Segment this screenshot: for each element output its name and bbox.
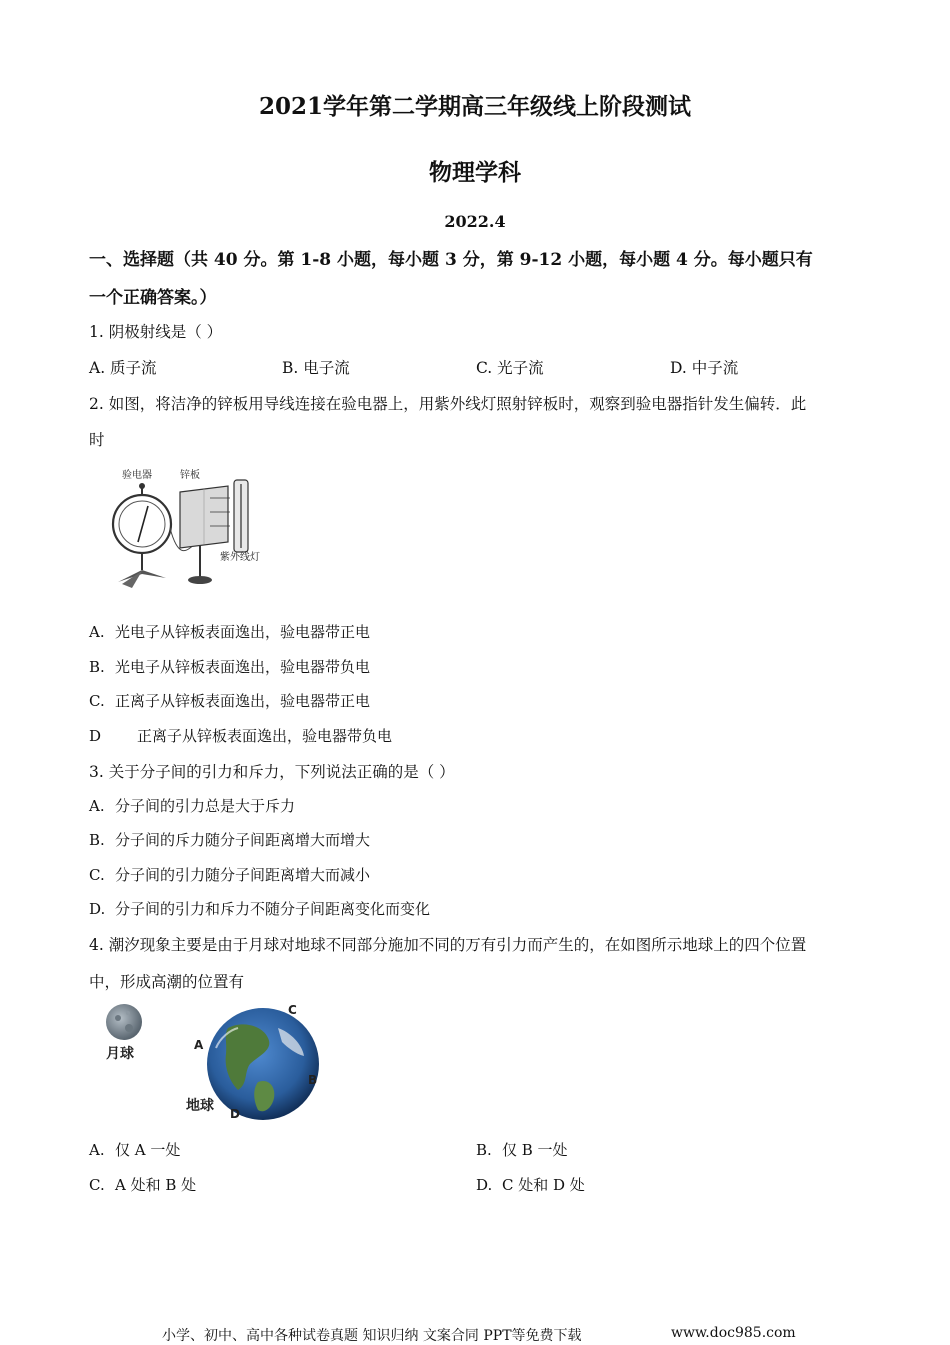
q3-option-a: A. 分子间的引力总是大于斥力	[89, 797, 296, 815]
q2-option-b: B. 光电子从锌板表面逸出，验电器带负电	[89, 658, 371, 676]
q1-option-a: A. 质子流	[89, 359, 157, 377]
uv-lamp-icon	[234, 480, 248, 552]
point-d-label: D	[230, 1107, 240, 1121]
exam-title: 2021学年第二学期高三年级线上阶段测试	[258, 93, 691, 120]
q4-option-b: B. 仅 B 一处	[476, 1141, 568, 1159]
footer-text: 小学、初中、高中各种试卷真题 知识归纳 文案合同 PPT等免费下载	[162, 1328, 582, 1344]
moon-icon	[106, 1004, 142, 1040]
electroscope-icon	[113, 483, 171, 588]
point-a-label: A	[194, 1038, 204, 1052]
tide-figure	[98, 998, 334, 1124]
section-heading-cont: 一个正确答案。）	[89, 288, 217, 308]
q2-option-d: D 正离子从锌板表面逸出，验电器带负电	[89, 727, 393, 745]
q1-stem: 1. 阴极射线是（ ）	[89, 323, 223, 341]
q3-option-d: D. 分子间的引力和斥力不随分子间距离变化而变化	[89, 900, 431, 918]
q2-option-c: C. 正离子从锌板表面逸出，验电器带正电	[89, 692, 371, 710]
q4-option-a: A. 仅 A 一处	[89, 1141, 181, 1159]
footer-url[interactable]: www.doc985.com	[671, 1325, 796, 1341]
q1-option-b: B. 电子流	[282, 359, 350, 377]
q2-stem-cont: 时	[89, 431, 105, 449]
moon-label: 月球	[106, 1046, 134, 1062]
section-heading: 一、选择题（共 40 分。第 1-8 小题，每小题 3 分，第 9-12 小题，每小题 4 分。每小题只有	[89, 250, 813, 270]
photoelectric-figure	[108, 458, 268, 594]
exam-date: 2022.4	[444, 212, 506, 231]
electroscope-label: 验电器	[122, 470, 152, 481]
zinc-plate-label: 锌板	[180, 470, 200, 481]
q3-stem: 3. 关于分子间的引力和斥力，下列说法正确的是（ ）	[89, 763, 455, 781]
q4-option-c: C. A 处和 B 处	[89, 1176, 197, 1194]
q4-option-d: D. C 处和 D 处	[476, 1176, 585, 1194]
q2-stem: 2. 如图，将洁净的锌板用导线连接在验电器上，用紫外线灯照射锌板时，观察到验电器指针发生偏转．此	[89, 395, 807, 413]
earth-label: 地球	[186, 1098, 214, 1114]
zinc-plate-icon	[180, 486, 228, 584]
q2-option-a: A. 光电子从锌板表面逸出，验电器带正电	[89, 623, 371, 641]
uv-lamp-label: 紫外线灯	[220, 552, 260, 563]
q3-option-c: C. 分子间的引力随分子间距离增大而减小	[89, 866, 371, 884]
q1-option-c: C. 光子流	[476, 359, 544, 377]
q3-option-b: B. 分子间的斥力随分子间距离增大而增大	[89, 831, 371, 849]
earth-icon	[207, 1008, 319, 1120]
q1-option-d: D. 中子流	[670, 359, 739, 377]
point-b-label: B	[308, 1073, 318, 1087]
q4-stem: 4. 潮汐现象主要是由于月球对地球不同部分施加不同的万有引力而产生的，在如图所示地球上的四个位置	[89, 936, 807, 954]
q4-stem-cont: 中，形成高潮的位置有	[89, 973, 245, 991]
point-c-label: C	[288, 1003, 297, 1017]
subject-title: 物理学科	[429, 159, 521, 186]
